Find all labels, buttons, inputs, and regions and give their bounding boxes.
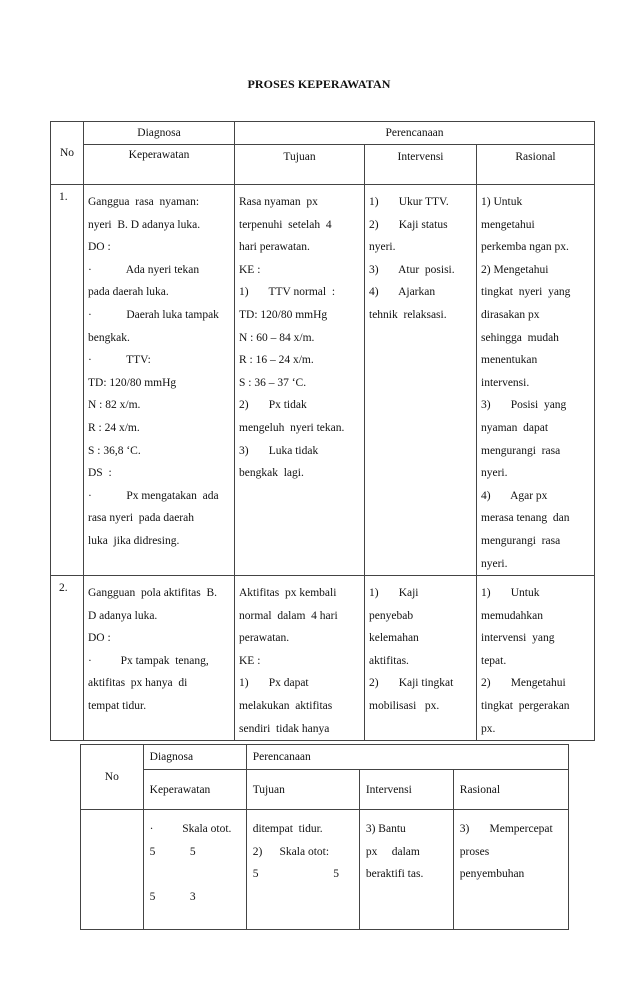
text-line: 3) Luka tidak bbox=[239, 444, 319, 457]
text-line: 3) Atur posisi. bbox=[369, 263, 455, 276]
row1-no: 1. bbox=[51, 185, 84, 576]
text-line: mobilisasi px. bbox=[369, 700, 440, 713]
text-line: kelemahan bbox=[369, 632, 419, 645]
text-line: 2) Mengetahui bbox=[481, 263, 549, 276]
text-line: penyebab bbox=[369, 609, 414, 622]
row3-tujuan bbox=[246, 810, 359, 930]
text-line: 4) Agar px bbox=[481, 489, 548, 502]
header-perencanaan: Perencanaan bbox=[235, 122, 595, 145]
text-line: DO : bbox=[88, 241, 111, 254]
nursing-process-table-continued bbox=[80, 744, 569, 930]
text-line: 2) Mengetahui bbox=[481, 677, 566, 690]
text-line: DS : bbox=[88, 467, 112, 480]
text-line: sendiri tidak hanya bbox=[239, 722, 330, 735]
text-line: mengetahui bbox=[481, 218, 535, 231]
row2-intervensi bbox=[365, 576, 477, 741]
header2-keperawatan: Keperawatan bbox=[143, 770, 246, 810]
row2-tujuan bbox=[235, 576, 365, 741]
text-line: 1) TTV normal : bbox=[239, 286, 336, 299]
text-line: tingkat nyeri yang bbox=[481, 286, 571, 299]
text-line: beraktifi tas. bbox=[365, 868, 424, 881]
text-line: normal dalam 4 hari bbox=[239, 609, 338, 622]
text-line: 4) Ajarkan bbox=[369, 286, 436, 299]
text-line: 3) Mempercepat bbox=[459, 823, 553, 835]
text-line: px. bbox=[481, 722, 496, 735]
text-line: Gangguan pola aktifitas B. bbox=[88, 587, 218, 600]
text-line bbox=[150, 863, 242, 886]
row2-no: 2. bbox=[51, 576, 84, 741]
header-rasional: Rasional bbox=[477, 145, 595, 185]
text-line: tepat. bbox=[481, 654, 507, 667]
text-line: tempat tidur. bbox=[88, 700, 147, 713]
text-line: · Px tampak tenang, bbox=[88, 654, 209, 667]
text-line: 5 5 bbox=[149, 845, 196, 858]
row2-rasional bbox=[477, 576, 595, 741]
page-title: PROSES KEPERAWATAN bbox=[247, 77, 391, 91]
text-line: intervensi yang bbox=[481, 632, 555, 645]
text-line: nyeri. bbox=[481, 467, 508, 480]
header-keperawatan: Keperawatan bbox=[84, 145, 235, 185]
row2-diagnosa bbox=[84, 576, 235, 741]
text-line: · Ada nyeri tekan bbox=[88, 263, 200, 276]
text-line: ditempat tidur. bbox=[252, 823, 323, 835]
text-line: · Daerah luka tampak bbox=[88, 308, 219, 321]
text-line: nyeri. bbox=[369, 241, 396, 254]
text-line: R : 16 – 24 x/m. bbox=[239, 354, 314, 367]
text-line: TD: 120/80 mmHg bbox=[239, 308, 328, 321]
row1-tujuan bbox=[235, 185, 365, 576]
text-line: · TTV: bbox=[88, 354, 151, 367]
text-line: R : 24 x/m. bbox=[88, 421, 140, 434]
text-line: Ganggua rasa nyaman: bbox=[88, 196, 200, 208]
text-line: 2) Kaji status bbox=[369, 218, 448, 231]
text-line: luka jika didresing. bbox=[88, 534, 180, 547]
text-line: memudahkan bbox=[481, 609, 543, 622]
text-line: 1) Px dapat bbox=[239, 677, 309, 690]
text-line: 1) Ukur TTV. bbox=[369, 196, 449, 208]
text-line: 3) Posisi yang bbox=[481, 399, 567, 412]
text-line: intervensi. bbox=[481, 376, 530, 389]
header2-tujuan: Tujuan bbox=[246, 770, 359, 810]
text-line: Aktifitas px kembali bbox=[239, 587, 337, 600]
text-line: px dalam bbox=[365, 845, 420, 858]
text-line: menentukan bbox=[481, 354, 538, 367]
text-line: perawatan. bbox=[239, 632, 290, 645]
text-line: DO : bbox=[88, 632, 111, 645]
row1-intervensi bbox=[365, 185, 477, 576]
text-line: aktifitas. bbox=[369, 654, 409, 667]
text-line: 2) Kaji tingkat bbox=[369, 677, 454, 690]
text-line: tingkat pergerakan bbox=[481, 700, 570, 713]
header2-no: No bbox=[81, 745, 144, 810]
text-line: terpenuhi setelah 4 bbox=[239, 218, 332, 231]
row3-rasional bbox=[453, 810, 568, 930]
text-line: nyeri. bbox=[481, 557, 508, 570]
text-line: bengkak lagi. bbox=[239, 467, 304, 480]
text-line: 5 3 bbox=[149, 890, 196, 903]
text-line: KE : bbox=[239, 263, 261, 276]
text-line: hari perawatan. bbox=[239, 241, 310, 254]
header2-rasional: Rasional bbox=[453, 770, 568, 810]
row3-diagnosa bbox=[143, 810, 246, 930]
text-line: 5 5 bbox=[252, 868, 339, 881]
text-line: pada daerah luka. bbox=[88, 286, 169, 299]
row3-no bbox=[81, 810, 144, 930]
text-line: · Px mengatakan ada bbox=[88, 489, 219, 502]
text-line: aktifitas px hanya di bbox=[88, 677, 188, 690]
text-line: D adanya luka. bbox=[88, 609, 158, 622]
text-line: 1) Untuk bbox=[481, 587, 540, 600]
row3-intervensi bbox=[359, 810, 453, 930]
text-line: TD: 120/80 mmHg bbox=[88, 376, 177, 389]
text-line: N : 60 – 84 x/m. bbox=[239, 331, 315, 344]
text-line: sehingga mudah bbox=[481, 331, 559, 344]
text-line: 2) Skala otot: bbox=[252, 845, 330, 858]
text-line: 1) Untuk bbox=[481, 196, 523, 208]
text-line: S : 36,8 ‘C. bbox=[88, 444, 141, 457]
text-line: proses bbox=[459, 845, 490, 858]
text-line: bengkak. bbox=[88, 331, 130, 344]
text-line: tehnik relaksasi. bbox=[369, 308, 447, 321]
text-line: N : 82 x/m. bbox=[88, 399, 141, 412]
header2-intervensi: Intervensi bbox=[359, 770, 453, 810]
text-line: KE : bbox=[239, 654, 261, 667]
header2-diagnosa: Diagnosa bbox=[143, 745, 246, 770]
nursing-process-table bbox=[50, 121, 595, 741]
header-no: No bbox=[51, 122, 84, 185]
header-intervensi: Intervensi bbox=[365, 145, 477, 185]
text-line: mengeluh nyeri tekan. bbox=[239, 421, 345, 434]
text-line: mengurangi rasa bbox=[481, 534, 561, 547]
text-line: 1) Kaji bbox=[369, 587, 419, 600]
text-line: perkemba ngan px. bbox=[481, 241, 569, 254]
text-line: dirasakan px bbox=[481, 308, 540, 321]
text-line: rasa nyeri pada daerah bbox=[88, 512, 194, 525]
text-line: penyembuhan bbox=[459, 868, 525, 881]
text-line: · Skala otot. bbox=[149, 823, 232, 835]
row1-rasional bbox=[477, 185, 595, 576]
text-line: nyeri B. D adanya luka. bbox=[88, 218, 201, 231]
text-line: melakukan aktifitas bbox=[239, 700, 333, 713]
text-line: Rasa nyaman px bbox=[239, 196, 318, 208]
text-line: 2) Px tidak bbox=[239, 399, 307, 412]
text-line: 3) Bantu bbox=[365, 823, 406, 835]
header-tujuan: Tujuan bbox=[235, 145, 365, 185]
text-line: mengurangi rasa bbox=[481, 444, 561, 457]
text-line: nyaman dapat bbox=[481, 421, 549, 434]
header-diagnosa: Diagnosa bbox=[84, 122, 235, 145]
text-line: merasa tenang dan bbox=[481, 512, 570, 525]
text-line: S : 36 – 37 ‘C. bbox=[239, 376, 307, 389]
header2-perencanaan: Perencanaan bbox=[246, 745, 568, 770]
row1-diagnosa bbox=[84, 185, 235, 576]
